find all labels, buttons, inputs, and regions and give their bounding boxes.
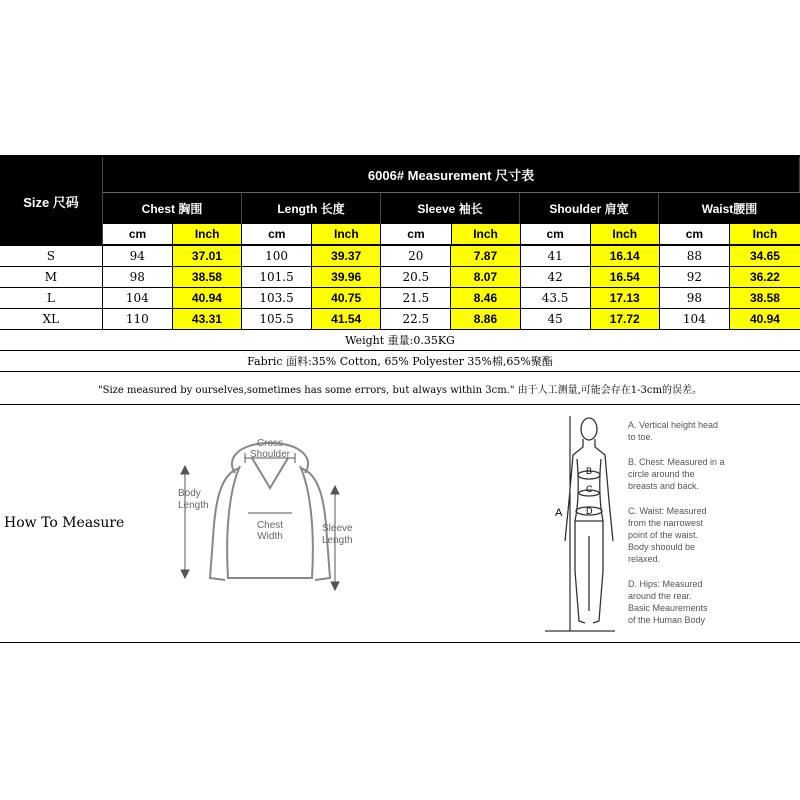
table-row: [0, 246, 800, 267]
value-inch: 39.96: [312, 267, 381, 288]
table-title-text: 6006# Measurement 尺寸表: [367, 168, 535, 183]
body-letter-d: D: [586, 506, 593, 516]
unit-cm: cm: [242, 224, 312, 245]
unit-inch: Inch: [173, 224, 242, 245]
value-cm: 22.5: [381, 309, 451, 330]
body-length-label-2: Length: [178, 500, 209, 511]
value-cm: 92: [660, 267, 730, 288]
unit-inch: Inch: [730, 224, 800, 245]
note-c-line-1: C. Waist: Measured: [628, 506, 707, 516]
cross-shoulder-label-1: Cross: [256, 438, 284, 449]
size-header-text: Size 尺码: [23, 194, 79, 210]
size-column-header: [0, 157, 103, 245]
size-cell: M: [0, 267, 103, 288]
value-inch: 37.01: [173, 246, 242, 267]
value-cm: 100: [242, 246, 312, 267]
shirt-measure-diagram: [170, 428, 370, 613]
table-row: [0, 309, 800, 330]
group-header-sleeve-text: Sleeve 袖长: [417, 202, 483, 216]
how-to-measure-label: How To Measure: [4, 515, 125, 531]
note-d-line-2: around the rear.: [628, 591, 692, 601]
value-cm: 98: [660, 288, 730, 309]
value-cm: 104: [660, 309, 730, 330]
fabric-row: [0, 351, 800, 372]
size-chart-table: [0, 155, 800, 403]
value-inch: 40.75: [312, 288, 381, 309]
weight-text: Weight 重量:0.35KG: [345, 333, 455, 347]
unit-inch: Inch: [452, 224, 521, 245]
value-cm: 41: [521, 246, 591, 267]
unit-inch: Inch: [312, 224, 381, 245]
table-row: [0, 267, 800, 288]
size-cell: L: [0, 288, 103, 309]
table-title: [103, 157, 800, 193]
note-b-line-2: circle around the: [628, 469, 695, 479]
table-body: [0, 245, 800, 329]
value-inch: 40.94: [173, 288, 242, 309]
value-cm: 104: [103, 288, 173, 309]
group-header-shoulder: [520, 193, 659, 224]
unit-inch: Inch: [591, 224, 660, 245]
size-cell: S: [0, 246, 103, 267]
value-cm: 45: [521, 309, 591, 330]
chest-width-label-2: Width: [257, 531, 283, 542]
note-c-line-4: Body shoould be: [628, 542, 696, 552]
body-letter-c: C: [586, 484, 593, 494]
value-inch: 36.22: [730, 267, 800, 288]
chest-width-label-1: Chest: [256, 520, 284, 531]
group-header-length: [242, 193, 381, 224]
value-inch: 8.07: [451, 267, 520, 288]
value-cm: 101.5: [242, 267, 312, 288]
group-header-sleeve: [381, 193, 520, 224]
sweater-outline-icon: [210, 443, 330, 580]
cross-shoulder-label-2: Shoulder: [249, 449, 291, 460]
note-row: [0, 372, 800, 405]
note-c-line-5: relaxed.: [628, 554, 661, 564]
size-cell: XL: [0, 309, 103, 330]
value-inch: 40.94: [730, 309, 800, 330]
value-cm: 88: [660, 246, 730, 267]
value-cm: 98: [103, 267, 173, 288]
body-letter-a: A: [555, 507, 563, 519]
group-header-length-text: Length 长度: [277, 202, 345, 216]
unit-cm: cm: [660, 224, 730, 245]
value-inch: 16.14: [591, 246, 660, 267]
body-length-label-1: Body: [178, 488, 201, 499]
value-inch: 38.58: [173, 267, 242, 288]
note-d-line-3: Basic Meaurements: [628, 603, 708, 613]
body-measure-diagram: [545, 411, 795, 636]
unit-cm: cm: [521, 224, 591, 245]
value-cm: 103.5: [242, 288, 312, 309]
value-cm: 43.5: [521, 288, 591, 309]
fabric-text: Fabric 面料:35% Cotton, 65% Polyester 35%棉,65%聚酯: [247, 355, 553, 368]
value-inch: 34.65: [730, 246, 800, 267]
group-header-waist-text: Waist腰围: [701, 202, 758, 216]
value-cm: 21.5: [381, 288, 451, 309]
note-a-line-1: A. Vertical height head: [628, 420, 719, 430]
value-inch: 41.54: [312, 309, 381, 330]
unit-cm: cm: [381, 224, 451, 245]
value-inch: 7.87: [451, 246, 520, 267]
value-inch: 38.58: [730, 288, 800, 309]
group-header-shoulder-text: Shoulder 肩宽: [549, 202, 629, 216]
value-inch: 39.37: [312, 246, 381, 267]
value-inch: 17.13: [591, 288, 660, 309]
table-row: [0, 288, 800, 309]
unit-row: [103, 224, 800, 245]
value-inch: 8.86: [451, 309, 520, 330]
value-cm: 42: [521, 267, 591, 288]
value-cm: 94: [103, 246, 173, 267]
value-cm: 20.5: [381, 267, 451, 288]
value-cm: 105.5: [242, 309, 312, 330]
note-d-line-1: D. Hips: Measured: [628, 579, 703, 589]
group-header-waist: [659, 193, 800, 224]
value-cm: 20: [381, 246, 451, 267]
value-cm: 110: [103, 309, 173, 330]
value-inch: 17.72: [591, 309, 660, 330]
group-header-chest: [103, 193, 242, 224]
value-inch: 8.46: [451, 288, 520, 309]
value-inch: 43.31: [173, 309, 242, 330]
note-a-line-2: to toe.: [628, 432, 654, 442]
how-to-measure-section: [0, 403, 800, 643]
unit-cm: cm: [103, 224, 173, 245]
note-b-line-1: B. Chest: Measured in a: [628, 457, 725, 467]
sleeve-length-label-2: Length: [322, 535, 353, 546]
sleeve-length-label-1: Sleeve: [322, 523, 353, 534]
body-letter-b: B: [586, 466, 593, 476]
value-inch: 16.54: [591, 267, 660, 288]
note-d-line-4: of the Human Body: [628, 615, 706, 625]
note-text: "Size measured by ourselves,sometimes has some errors, but always within 3cm." 由于人工测量,可能会存在1-3cm的误差。: [98, 384, 702, 396]
weight-row: [0, 329, 800, 351]
note-b-line-3: breasts and back.: [628, 481, 700, 491]
group-header-chest-text: Chest 胸围: [141, 202, 203, 216]
note-c-line-2: from the narrowest: [628, 518, 704, 528]
human-figure-icon: [565, 418, 613, 623]
note-c-line-3: point of the waist.: [628, 530, 699, 540]
